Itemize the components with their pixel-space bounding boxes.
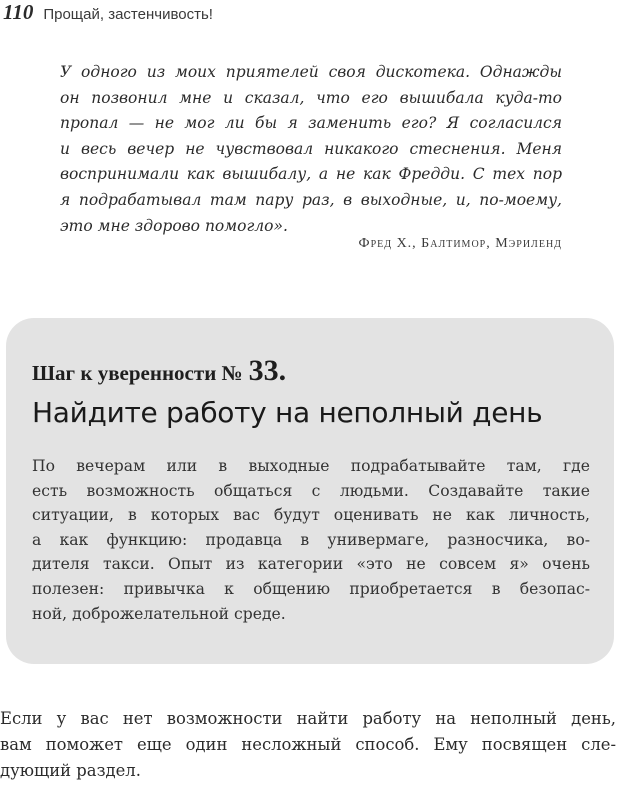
- step-label: Шаг к уверенности №: [32, 361, 243, 385]
- step-number: 33.: [248, 354, 287, 387]
- quote-line: это мне здорово помогло».: [60, 216, 288, 235]
- step-body: [32, 454, 590, 626]
- quote-line: он позвонил мне и сказал, что его вышибала куда-то: [60, 88, 562, 107]
- step-title: Найдите работу на неполный день: [32, 396, 543, 429]
- step-body-line: дителя такси. Опыт из категории «это не совсем я» очень: [32, 555, 590, 574]
- step-body-line: есть возможность общаться с людьми. Создавайте такие: [32, 481, 590, 500]
- step-body-line: ной, доброжелательной среде.: [32, 604, 286, 623]
- step-body-line: а как функцию: продавца в универмаге, разносчика, во-: [32, 530, 590, 549]
- quote-line: У одного из моих приятелей своя дискотека. Однажды: [60, 63, 562, 81]
- paragraph-line: Если у вас нет возможности найти работу на неполный день,: [0, 709, 616, 728]
- quote-attribution: Фред Х., Балтимор, Мэриленд: [358, 236, 562, 251]
- step-heading: [32, 354, 286, 388]
- quote-line: пропал — не мог ли бы я заменить его? Я согласился: [60, 114, 562, 133]
- paragraph-line: дующий раздел.: [0, 761, 141, 781]
- page-header: [3, 0, 213, 24]
- quote-line: я подрабатывал там пару раз, в выходные, и, по-моему,: [60, 190, 562, 209]
- quote-line: и весь вечер не чувствовал никакого стеснения. Меня: [60, 139, 562, 158]
- quote-block: [60, 60, 562, 239]
- step-body-line: полезен: привычка к общению приобретается в безопас-: [32, 579, 590, 598]
- page-number: 110: [3, 0, 34, 24]
- paragraph-line: вам поможет еще один несложный способ. Ему посвящен сле-: [0, 735, 616, 755]
- step-body-line: ситуации, в которых вас будут оценивать не как личность,: [32, 506, 590, 525]
- quote-line: воспринимали как вышибалу, а не как Фредди. С тех пор: [60, 165, 562, 184]
- running-title: Прощай, застенчивость!: [43, 6, 213, 23]
- step-body-line: По вечерам или в выходные подрабатывайте там, где: [32, 457, 590, 475]
- step-callout-box: [6, 318, 614, 664]
- body-paragraph: [0, 706, 616, 785]
